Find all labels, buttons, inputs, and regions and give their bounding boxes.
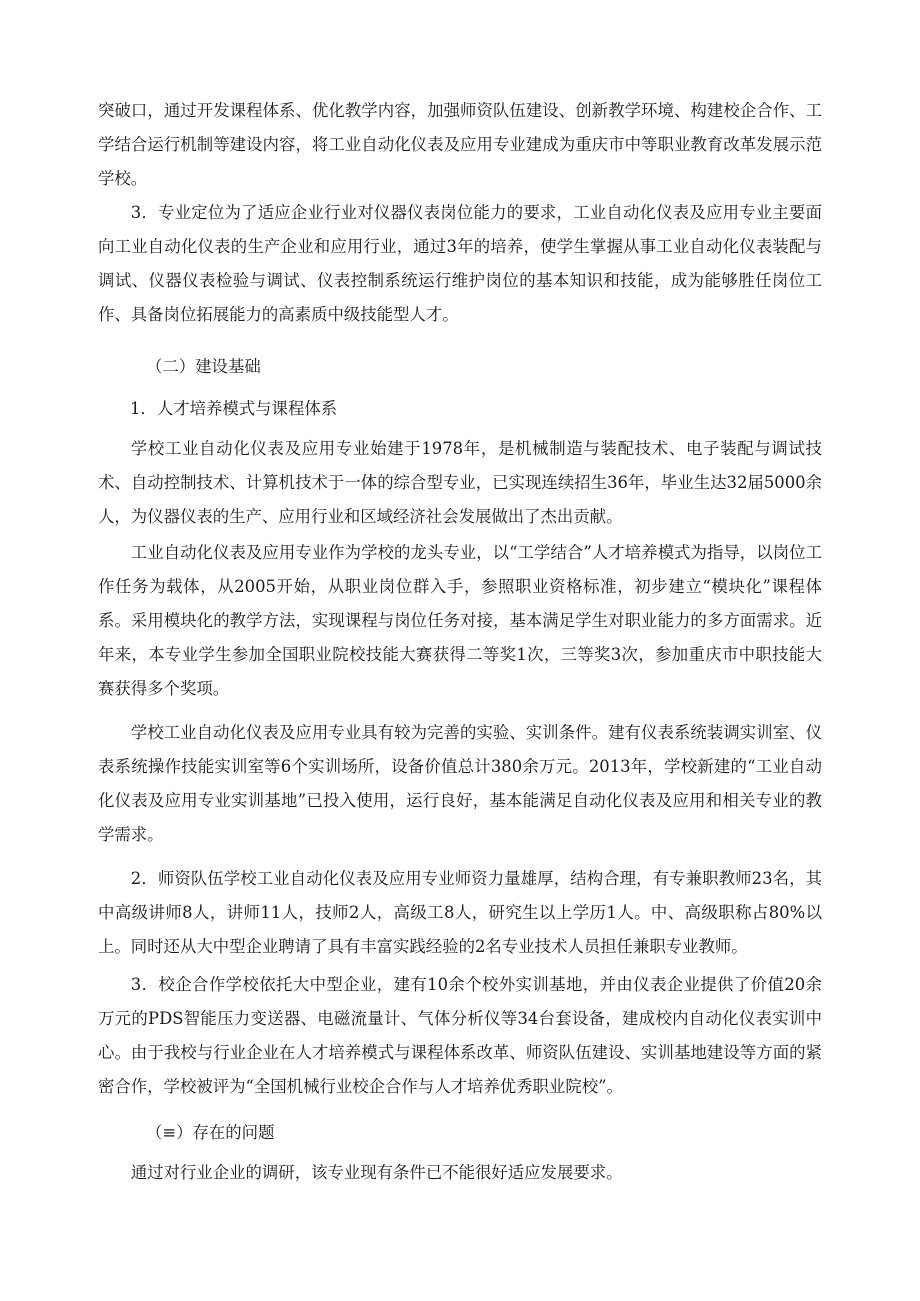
section-heading-problems: （≡）存在的问题 [146, 1123, 275, 1142]
paragraph-cooperation: 3．校企合作学校依托大中型企业，建有10余个校外实训基地，并由仪表企业提供了价值20余万元的PDS智能压力变送器、电磁流量计、气体分析仪等34台套设备，建成校内自动化仪表实训中心。由于我校与行业企业在人才培养模式与课程体系改革、师资队伍建设、实训基地建设等方面的紧密合作，学校被评为“全国机械行业校企合作与人才培养优秀职业院校”。 [98, 975, 822, 1096]
paragraph-specialty-positioning: 3．专业定位为了适应企业行业对仪器仪表岗位能力的要求，工业自动化仪表及应用专业主要面向工业自动化仪表的生产企业和应用行业，通过3年的培养，使学生掌握从事工业自动化仪表装配与调试、仪器仪表检验与调试、仪表控制系统运行维护岗位的基本知识和技能，成为能够胜任岗位工作、具备岗位拓展能力的高素质中级技能型人才。 [98, 203, 822, 324]
paragraph-problems-intro: 通过对行业企业的调研，该专业现有条件已不能很好适应发展要求。 [130, 1163, 623, 1182]
paragraph-history: 学校工业自动化仪表及应用专业始建于1978年，是机械制造与装配技术、电子装配与调试技术、自动控制技术、计算机技术于一体的综合型专业，已实现连续招生36年，毕业生达32届5000余人，为仪器仪表的生产、应用行业和区域经济社会发展做出了杰出贡献。 [98, 439, 822, 526]
paragraph-faculty: 2．师资队伍学校工业自动化仪表及应用专业师资力量雄厚，结构合理，有专兼职教师23名，其中高级讲师8人，讲师11人，技师2人，高级工8人，研究生以上学历1人。中、高级职称占80%以上。同时还从大中型企业聘请了具有丰富实践经验的2名专业技术人员担任兼职专业教师。 [98, 869, 822, 956]
paragraph-curriculum: 工业自动化仪表及应用专业作为学校的龙头专业，以“工学结合”人才培养模式为指导，以岗位工作任务为载体，从2005开始，从职业岗位群入手，参照职业资格标准，初步建立“模块化”课程体系。采用模块化的教学方法，实现课程与岗位任务对接，基本满足学生对职业能力的多方面需求。近年来，本专业学生参加全国职业院校技能大赛获得二等奖1次，三等奖3次，参加重庆市中职技能大赛获得多个奖项。 [98, 543, 822, 698]
subheading-training-model: 1．人才培养模式与课程体系 [130, 399, 338, 418]
paragraph-facilities: 学校工业自动化仪表及应用专业具有较为完善的实验、实训条件。建有仪表系统装调实训室、仪表系统操作技能实训室等6个实训场所，设备价值总计380余万元。2013年，学校新建的“工业自动化仪表及应用专业实训基地”已投入使用，运行良好，基本能满足自动化仪表及应用和相关专业的教学需求。 [98, 723, 822, 844]
paragraph-continuation: 突破口，通过开发课程体系、优化教学内容，加强师资队伍建设、创新教学环境、构建校企合作、工学结合运行机制等建设内容，将工业自动化仪表及应用专业建成为重庆市中等职业教育改革发展示范学校。 [98, 101, 822, 188]
section-heading-construction-basis: （二）建设基础 [146, 357, 261, 376]
